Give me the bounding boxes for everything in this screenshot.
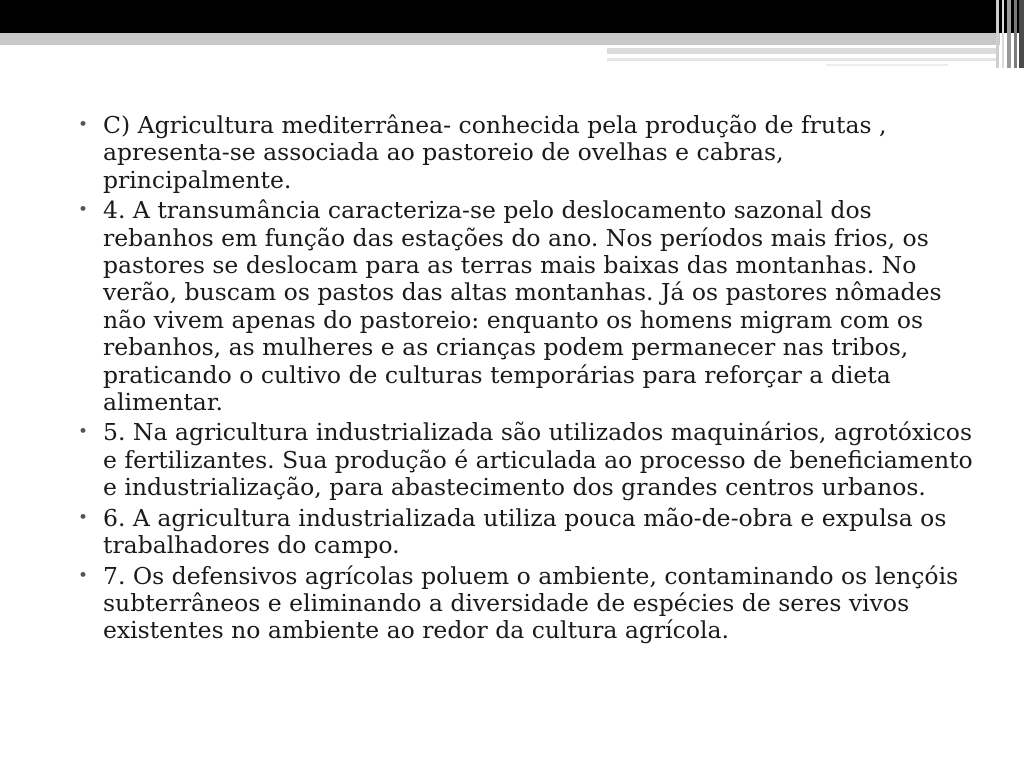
- header-accent-line-2: [607, 58, 997, 61]
- list-item-text: C) Agricultura mediterrânea- conhecida pela produção de frutas , apresenta-se associada ao pastoreio de ovelhas e cabras, principalmente.: [103, 111, 887, 194]
- corner-stripe: [1002, 0, 1004, 68]
- bullet-icon: •: [78, 115, 89, 135]
- bullet-icon: •: [78, 565, 89, 586]
- list-item: [78, 505, 978, 560]
- list-item: [78, 419, 978, 501]
- bullet-list: [78, 112, 978, 648]
- header-black-bar: [0, 0, 1024, 33]
- corner-stripe: [1014, 0, 1017, 68]
- list-item-text: 7. Os defensivos agrícolas poluem o ambiente, contaminando os lençóis subterrâneos e eliminando a diversidade de espécies de seres vivos existentes no ambiente ao redor da cultura agrícola.: [103, 561, 959, 645]
- bullet-icon: •: [78, 200, 89, 221]
- corner-stripe: [1019, 0, 1024, 68]
- list-item: [78, 112, 978, 194]
- list-item-text: 4. A transumância caracteriza-se pelo deslocamento sazonal dos rebanhos em função das estações do ano. Nos períodos mais frios, os pastores se deslocam para as terras mais baixas das montanhas. No verão, buscam os pastos das altas montanhas. Já os pastores nômades não vivem apenas do pastoreio: enquanto os homens migram com os rebanhos, as mulheres e as crianças podem permanecer nas tribos, praticando o cultivo de culturas temporárias para reforçar a dieta alimentar.: [103, 196, 942, 417]
- header-accent-line-3: [826, 64, 948, 66]
- bullet-icon: •: [78, 422, 89, 443]
- list-item: [78, 197, 978, 416]
- corner-stripe: [996, 0, 999, 68]
- bullet-icon: •: [78, 507, 89, 528]
- list-item: [78, 563, 978, 645]
- header-gray-bar: [0, 33, 1000, 45]
- corner-stripe: [1007, 0, 1011, 68]
- header-accent-line: [607, 48, 997, 54]
- list-item-text: 6. A agricultura industrializada utiliza pouca mão-de-obra e expulsa os trabalhadores do campo.: [103, 503, 947, 560]
- list-item-text: 5. Na agricultura industrializada são utilizados maquinários, agrotóxicos e fertilizantes. Sua produção é articulada ao processo de beneficiamento e industrialização, para abastecimento dos grandes centros urbanos.: [103, 418, 973, 502]
